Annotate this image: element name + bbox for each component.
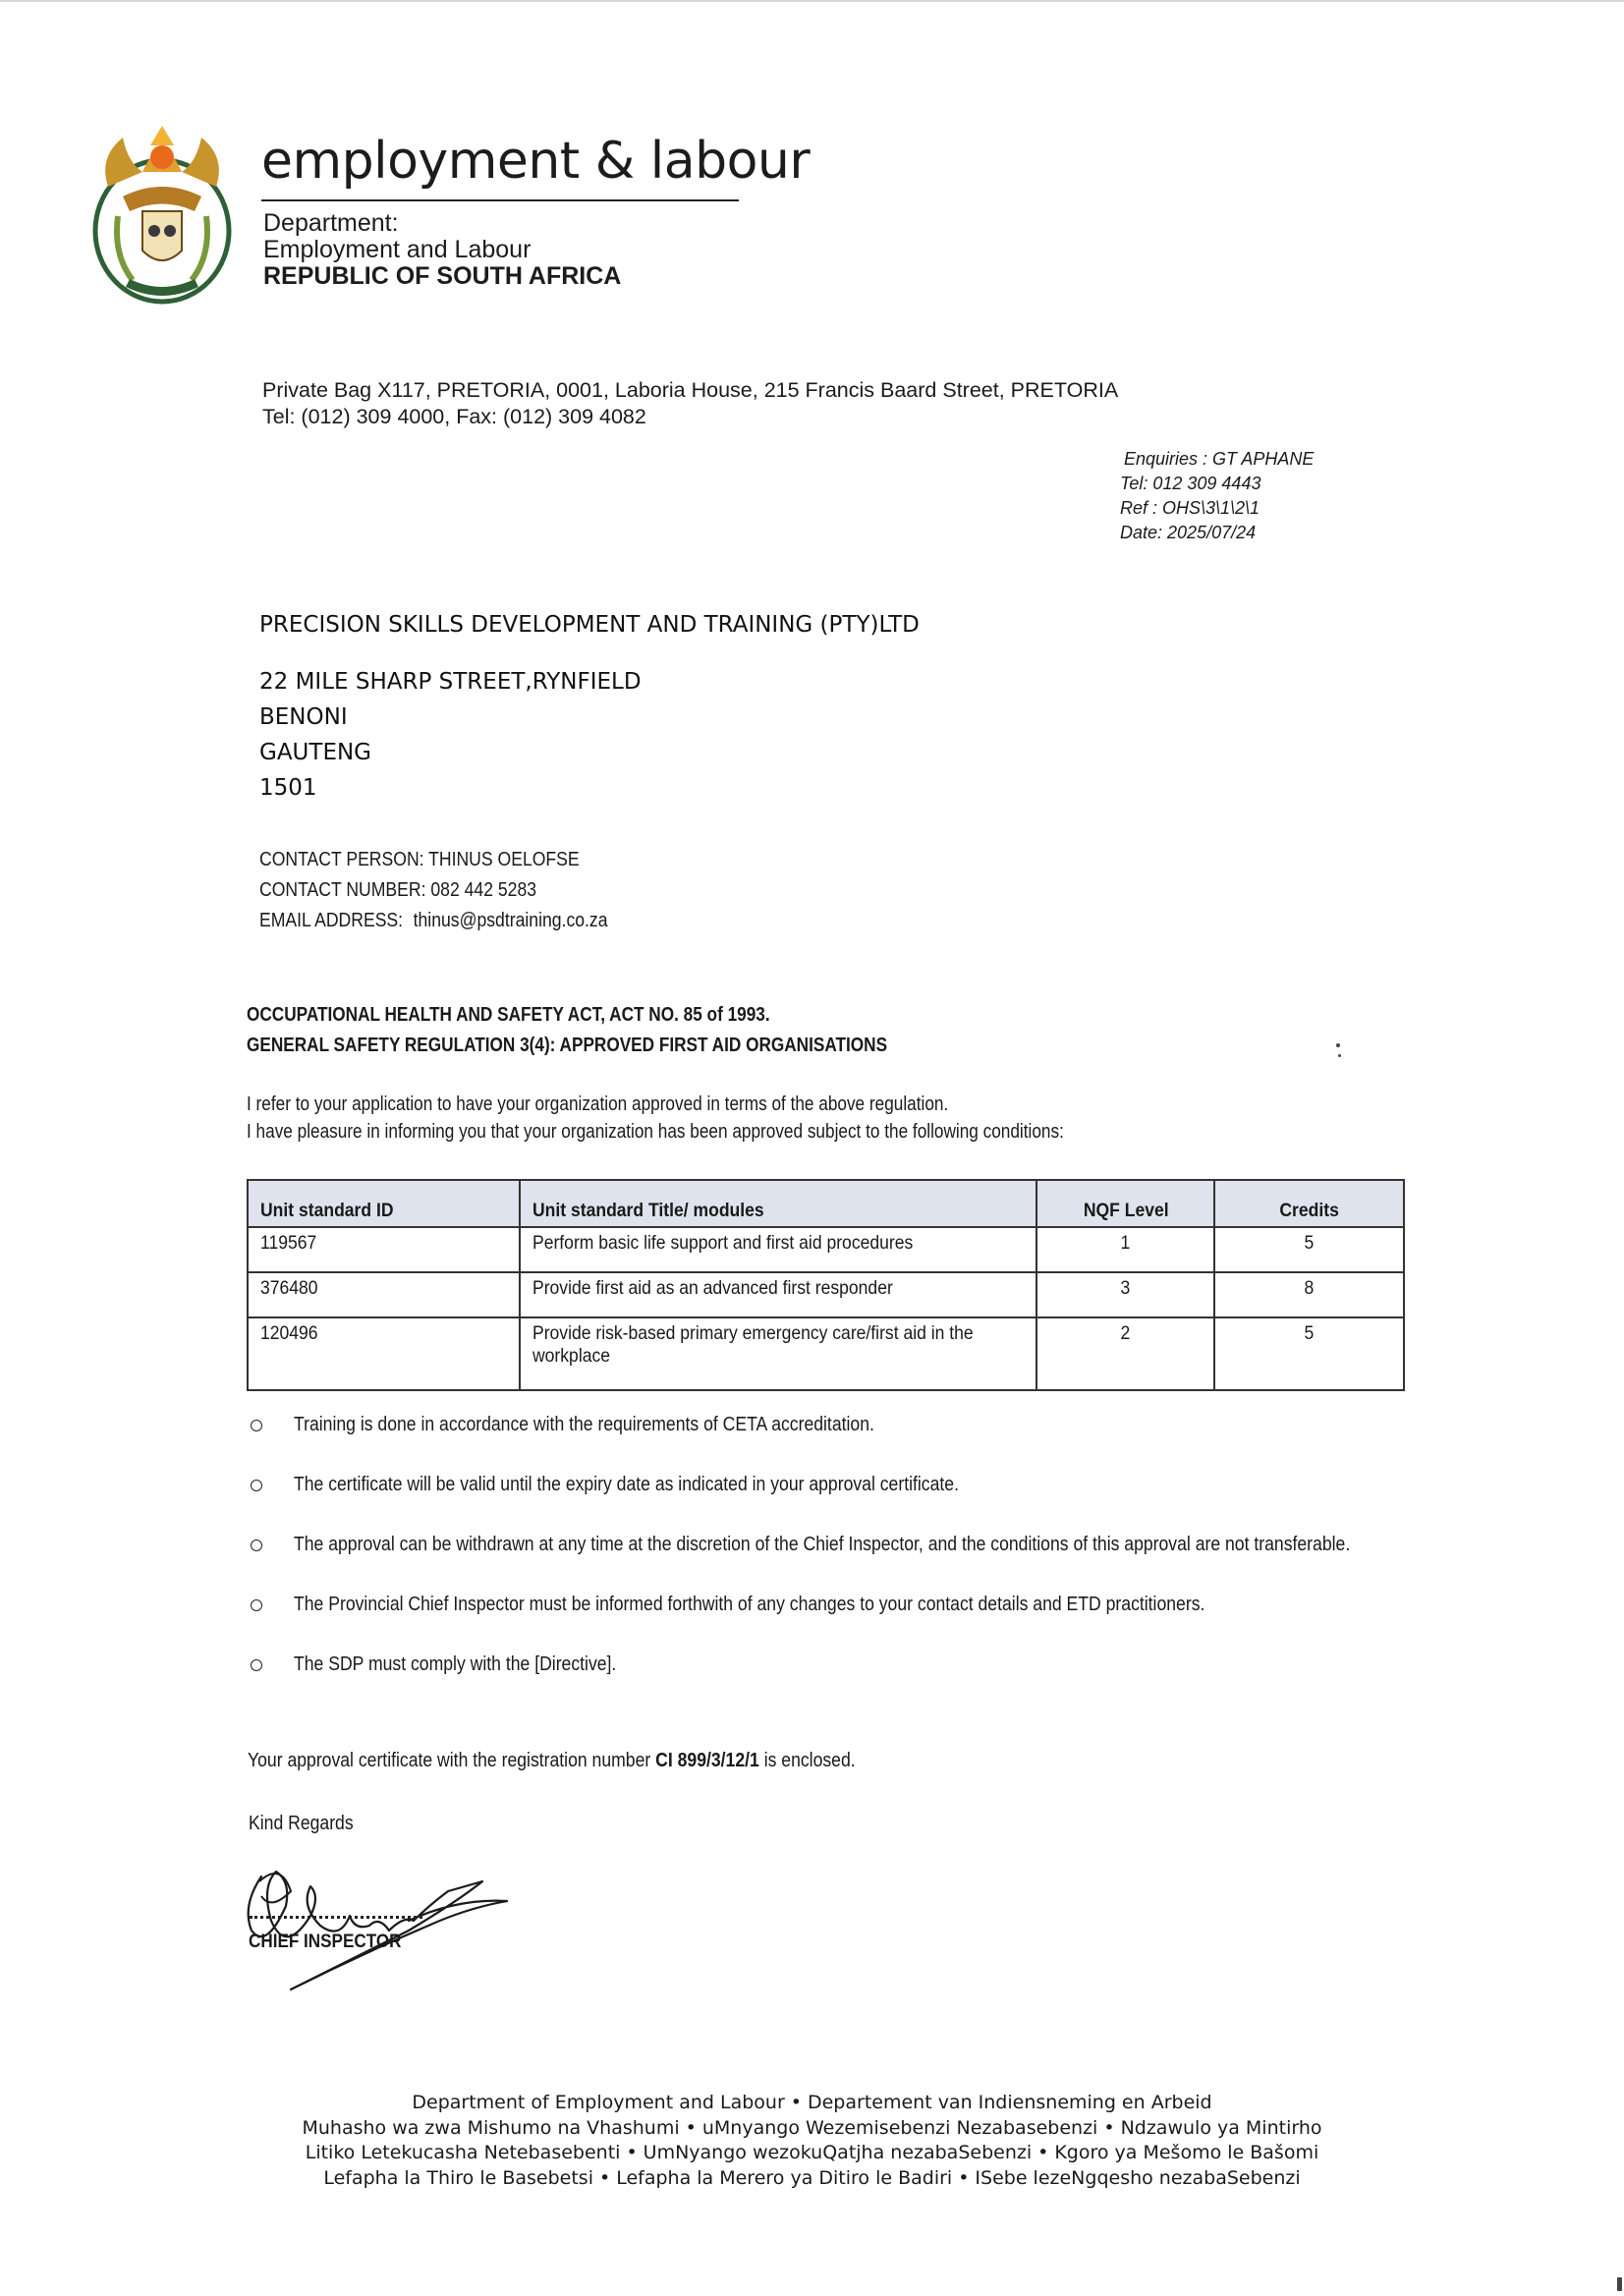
email-address: thinus@psdtraining.co.za [413,910,608,931]
bullet-circle-icon [251,1599,262,1611]
phone-fax-line: Tel: (012) 309 4000, Fax: (012) 309 4082 [262,405,646,428]
contact-person: CONTACT PERSON: THINUS OELOFSE [259,849,580,870]
country-name: REPUBLIC OF SOUTH AFRICA [263,262,622,290]
address-line: Private Bag X117, PRETORIA, 0001, Laboria House, 215 Francis Baard Street, PRETORIA [262,378,1119,402]
separator-dot: • [598,2166,611,2189]
regards-text: Kind Regards [249,1813,354,1834]
recipient-address-line: 22 MILE SHARP STREET,RYNFIELD [259,669,642,695]
column-header: Unit standard Title/ modules [520,1180,1036,1227]
recipient-address-line: GAUTENG [259,740,372,765]
intro-paragraph [247,1091,1064,1146]
list-item [247,1411,1406,1438]
column-header: Unit standard ID [248,1180,520,1227]
handwritten-signature [232,1847,517,1994]
column-header: NQF Level [1036,1180,1214,1227]
footer [0,2091,1624,2191]
subject-regulation: GENERAL SAFETY REGULATION 3(4): APPROVED FIRST AID ORGANISATIONS [247,1035,888,1056]
separator-dot: • [790,2092,802,2113]
department-block [263,210,621,290]
bullet-circle-icon [251,1420,262,1431]
signature-line [250,1916,422,1919]
department-name: Employment and Labour [263,236,532,263]
brand-rule [261,199,739,201]
subject-act: OCCUPATIONAL HEALTH AND SAFETY ACT, ACT NO. 85 of 1993. [247,1004,770,1026]
footer-line: Muhasho wa zwa Mishumo na Vhashumi • uMnyango Wezemisebenzi Nezabasebenzi • Ndzawulo ya Mintirho [302,2116,1322,2139]
nqf-level-cell: 2 [1036,1317,1214,1390]
scan-speck [1336,1043,1340,1047]
email-line [259,906,608,936]
recipient-name: PRECISION SKILLS DEVELOPMENT AND TRAINING (PTY)LTD [259,612,920,638]
separator-dot: • [958,2166,970,2189]
unit-title-cell: Provide first aid as an advanced first responder [520,1272,1036,1317]
intro-line: I refer to your application to have your organization approved in terms of the above regulation. [247,1093,949,1115]
unit-id-cell: 120496 [248,1317,520,1390]
scan-speck [1617,2277,1622,2291]
unit-standards-table [247,1179,1405,1391]
list-item [247,1651,1406,1678]
bullet-circle-icon [251,1480,262,1491]
scan-edge [0,0,1624,2]
signatory-title: CHIEF INSPECTOR [249,1932,402,1952]
subject-heading [247,1000,887,1061]
nqf-level-cell: 1 [1036,1227,1214,1272]
table-header-row [248,1180,1404,1227]
nqf-level-cell: 3 [1036,1272,1214,1317]
credits-cell: 8 [1214,1272,1404,1317]
condition-text: The certificate will be valid until the expiry date as indicated in your approval certificate. [294,1474,959,1495]
condition-text: The approval can be withdrawn at any time at the discretion of the Chief Inspector, and the conditions of this approval are not transferable. [294,1534,1351,1555]
table-row [248,1272,1404,1317]
enquiries-line: Enquiries : GT APHANE [1124,449,1315,469]
contact-block [259,845,608,936]
list-item [247,1531,1406,1558]
recipient-address-line: 1501 [259,775,317,801]
conditions-list [247,1411,1406,1710]
table-row [248,1317,1404,1390]
reference-block [1120,447,1314,545]
department-label: Department: [263,209,399,237]
footer-line: Litiko Letekucasha Netebasebenti • UmNyango wezokuQatjha nezabaSebenzi • Kgoro ya Mešomo le Bašomi [305,2142,1319,2163]
table-row [248,1227,1404,1272]
reference-number: Ref : OHS\3\1\2\1 [1120,498,1260,518]
registration-number: CI 899/3/12/1 [655,1750,759,1771]
unit-title-cell: Perform basic life support and first aid procedures [520,1227,1036,1272]
postal-address [262,377,1118,430]
bullet-circle-icon [251,1659,262,1671]
footer-line: Lefapha la Thiro le Basebetsi • Lefapha la Merero ya Ditiro le Badiri • ISebe lezeNgqesho nezabaSebenzi [323,2166,1301,2189]
intro-line: I have pleasure in informing you that your organization has been approved subject to the following conditions: [247,1121,1064,1143]
unit-id-cell: 119567 [248,1227,520,1272]
separator-dot: • [1103,2116,1115,2139]
condition-text: Training is done in accordance with the requirements of CETA accreditation. [294,1414,874,1435]
letter-date: Date: 2025/07/24 [1120,523,1257,542]
separator-dot: • [626,2142,638,2163]
condition-text: The Provincial Chief Inspector must be informed forthwith of any changes to your contact details and ETD practitioners. [294,1594,1205,1615]
condition-text: The SDP must comply with the [Directive]. [294,1653,617,1675]
scan-speck [1338,1054,1341,1057]
unit-id-cell: 376480 [248,1272,520,1317]
bullet-circle-icon [251,1540,262,1551]
closing-sentence: Your approval certificate with the registration number CI 899/3/12/1 is enclosed. [248,1750,856,1771]
separator-dot: • [1037,2142,1049,2163]
reference-tel: Tel: 012 309 4443 [1120,474,1261,493]
recipient-address-line: BENONI [259,704,348,730]
recipient-block [259,609,920,806]
separator-dot: • [685,2116,697,2139]
brand-title: employment & labour [261,132,811,191]
contact-number: CONTACT NUMBER: 082 442 5283 [259,879,537,901]
list-item [247,1471,1406,1498]
credits-cell: 5 [1214,1317,1404,1390]
footer-line: Department of Employment and Labour • Departement van Indiensneming en Arbeid [412,2092,1212,2113]
column-header: Credits [1214,1180,1404,1227]
email-label: EMAIL ADDRESS: [259,910,404,931]
coat-of-arms-logo [88,118,236,305]
list-item [247,1591,1406,1618]
unit-title-cell: Provide risk-based primary emergency care/first aid in the workplace [520,1317,1036,1390]
credits-cell: 5 [1214,1227,1404,1272]
